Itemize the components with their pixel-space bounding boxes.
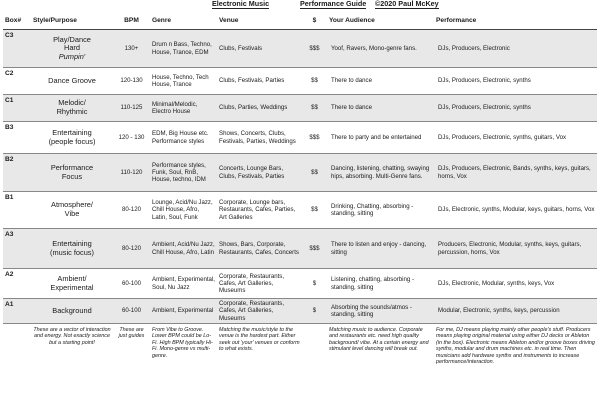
cell-performance: DJs, Producers, Electronic, Bands, synths, keys, guitars, horns, Vox (434, 154, 597, 192)
style-line: Dance Groove (48, 75, 96, 85)
style-line: Focus (61, 171, 83, 181)
cell-style (31, 299, 113, 324)
table-row (3, 122, 597, 154)
cell-audience: There to party and be entertained (327, 122, 434, 154)
cell-style (31, 269, 113, 299)
cell-style (31, 154, 113, 192)
cell-box: A2 (3, 269, 31, 299)
cell-performance: Modular, Electronic, synths, keys, percussion (434, 299, 597, 324)
cell-audience: Drinking, Chatting, absorbing - standing, sitting (327, 192, 434, 229)
cell-cost: $$$ (302, 30, 327, 68)
cell-box: A1 (3, 299, 31, 324)
cell-genre: Performance styles, Funk, Soul, RnB, House, techno, IDM (150, 154, 217, 192)
cell-bpm: 120 - 130 (113, 122, 150, 154)
cell-cost: $$ (302, 95, 327, 122)
cell-style (31, 95, 113, 122)
cell-genre: Lounge, Acid/Nu Jazz, Chill House, Afro, Latin, Soul, Funk (150, 192, 217, 229)
cell-style (31, 122, 113, 154)
cell-bpm: 120-130 (113, 68, 150, 95)
cell-style (31, 68, 113, 95)
cell-performance: DJs, Producers, Electronic, synths, guitars, Vox (434, 122, 597, 154)
style-line: Entertaining (52, 238, 92, 248)
cell-cost: $$ (302, 154, 327, 192)
table-row (3, 192, 597, 229)
document-title-bar (0, 0, 600, 10)
cell-genre: Ambient, Acid/Nu Jazz, Chill House, Afro, Latin (150, 229, 217, 269)
table-row (3, 30, 597, 68)
cell-style (31, 192, 113, 229)
cell-venue: Clubs, Festivals, Parties (217, 68, 302, 95)
cell-genre: Ambient, Experimental, Soul, Nu Jazz (150, 269, 217, 299)
col-header-genre: Genre (150, 11, 217, 30)
note-genre: From Vibe to Groove. Lower BPM could be Lo-Fi. High BPM typically Hi-Fi. Mono-genre vs multi-genre. (152, 327, 213, 359)
cell-cost: $$$ (302, 229, 327, 269)
cell-genre: Minimal/Melodic, Electro House (150, 95, 217, 122)
cell-box: B1 (3, 192, 31, 229)
cell-box: A3 (3, 229, 31, 269)
style-line: Melodic/ (58, 98, 86, 108)
cell-bpm: 110-120 (113, 154, 150, 192)
cell-performance: DJs, Electronic, Modular, synths, keys, Vox (434, 269, 597, 299)
cell-audience: Listening, chatting, absorbing - standing, sitting (327, 269, 434, 299)
cell-venue: Shows, Concerts, Clubs, Festivals, Parties, Weddings (217, 122, 302, 154)
col-header-cost: $ (302, 11, 327, 30)
table-row (3, 229, 597, 269)
cell-style (31, 30, 113, 68)
style-line: Atmosphere/ (51, 200, 93, 210)
cell-bpm: 110-125 (113, 95, 150, 122)
cell-box: B3 (3, 122, 31, 154)
cell-venue: Corporate, Restaurants, Cafes, Art Galleries, Museums (217, 299, 302, 324)
table-body (3, 30, 597, 382)
col-header-venue: Venue (217, 11, 302, 30)
style-line: Vibe (64, 209, 80, 218)
col-header-audience: Your Audience (327, 11, 434, 30)
note-empty (302, 324, 327, 382)
cell-audience: There to dance (327, 95, 434, 122)
col-header-style: Style/Purpose (31, 11, 113, 30)
cell-bpm: 80-120 (113, 229, 150, 269)
header-row (3, 11, 597, 30)
table-row (3, 269, 597, 299)
style-line: Hard (63, 43, 81, 53)
copyright-notice: ©2020 Paul McKey (375, 0, 439, 8)
cell-genre: House, Techno, Tech House, Trance (150, 68, 217, 95)
col-header-bpm: BPM (113, 11, 150, 30)
style-emphasis: Pumpin' (58, 51, 86, 61)
table-row (3, 68, 597, 95)
cell-box: C2 (3, 68, 31, 95)
cell-cost: $ (302, 299, 327, 324)
cell-audience: There to dance (327, 68, 434, 95)
cell-audience: Absorbing the sounds/atmos - standing, sitting (327, 299, 434, 324)
doc-title-part-1: Electronic Music (212, 0, 270, 8)
note-style: These are a vector of interaction and energy. Not exactly science but a starting point! (33, 327, 111, 346)
cell-audience: There to listen and enjoy - dancing, sitting (327, 229, 434, 269)
style-line: Ambient/ (57, 273, 87, 283)
cell-performance: DJs, Producers, Electronic, synths (434, 68, 597, 95)
cell-bpm: 80-120 (113, 192, 150, 229)
cell-venue: Shows, Bars, Corporate, Restaurants, Cafes, Concerts (217, 229, 302, 269)
note-bpm: These are just guides (118, 327, 145, 340)
cell-genre: Ambient, Experimental (150, 299, 217, 324)
col-header-box: Box# (3, 11, 31, 30)
cell-bpm: 60-100 (113, 269, 150, 299)
cell-cost: $$$ (302, 122, 327, 154)
doc-title-part-2: Performance Guide (300, 0, 367, 8)
cell-performance: Producers, Electronic, Modular, synths, keys, guitars, percussion, horns, Vox (434, 229, 597, 269)
cell-cost: $$ (302, 68, 327, 95)
style-line: (people focus) (48, 136, 96, 146)
style-line: Rhythmic (56, 107, 88, 116)
cell-style (31, 229, 113, 269)
cell-audience: Yoof, Ravers, Mono-genre fans. (327, 30, 434, 68)
cell-venue: Concerts, Lounge Bars, Clubs, Festivals, Parties (217, 154, 302, 192)
cell-audience: Dancing, listening, chatting, swaying hips, absorbing. Multi-Genre fans. (327, 154, 434, 192)
note-performance: For me, DJ means playing mainly other people's stuff. Producers means playing original material using either DJ decks or Ableton (in the box). Electronic means Ableton and/or groove boxes driving synths, modular and drum machines etc. in real time. Then musicians add hardware synths and instruments to increase performance/interaction. (436, 327, 595, 366)
table-row (3, 154, 597, 192)
cell-cost: $$ (302, 192, 327, 229)
cell-performance: DJs, Producers, Electronic (434, 30, 597, 68)
cell-venue: Corporate, Lounge bars, Restaurants, Cafes, Parties, Art Galleries (217, 192, 302, 229)
style-line: Performance (50, 162, 94, 172)
notes-row (3, 324, 597, 382)
cell-venue: Clubs, Festivals (217, 30, 302, 68)
style-line: Entertaining (52, 127, 92, 137)
note-audience: Matching music to audience. Corporate and restaurants etc. need high quality background/ vibe. At a certain energy and stimulant level dancing will break out. (329, 327, 429, 353)
cell-bpm: 130+ (113, 30, 150, 68)
note-empty (3, 324, 31, 382)
performance-guide-table (3, 11, 597, 382)
cell-genre: EDM, Big House etc. Performance styles (150, 122, 217, 154)
note-venue: Matching the music/style to the venue is the hardest part. Either seek out 'your' venues or conform to what exists. (219, 327, 300, 353)
table-row (3, 299, 597, 324)
cell-box: B2 (3, 154, 31, 192)
style-line: Play/Dance (53, 34, 91, 44)
table-row (3, 95, 597, 122)
cell-genre: Drum n Bass, Techno, House, Trance, EDM (150, 30, 217, 68)
style-line: Experimental (50, 282, 94, 292)
style-line: (music focus) (50, 247, 94, 257)
cell-box: C1 (3, 95, 31, 122)
style-line: Background (52, 305, 92, 315)
cell-bpm: 60-100 (113, 299, 150, 324)
cell-venue: Clubs, Parties, Weddings (217, 95, 302, 122)
cell-performance: DJs, Electronic, synths, Modular, keys, guitars, horns, Vox (434, 192, 597, 229)
cell-box: C3 (3, 30, 31, 68)
cell-venue: Corporate, Restaurants, Cafes, Art Galleries, Museums (217, 269, 302, 299)
cell-cost: $ (302, 269, 327, 299)
cell-performance: DJs, Producers, Electronic, synths (434, 95, 597, 122)
col-header-performance: Performance (434, 11, 597, 30)
